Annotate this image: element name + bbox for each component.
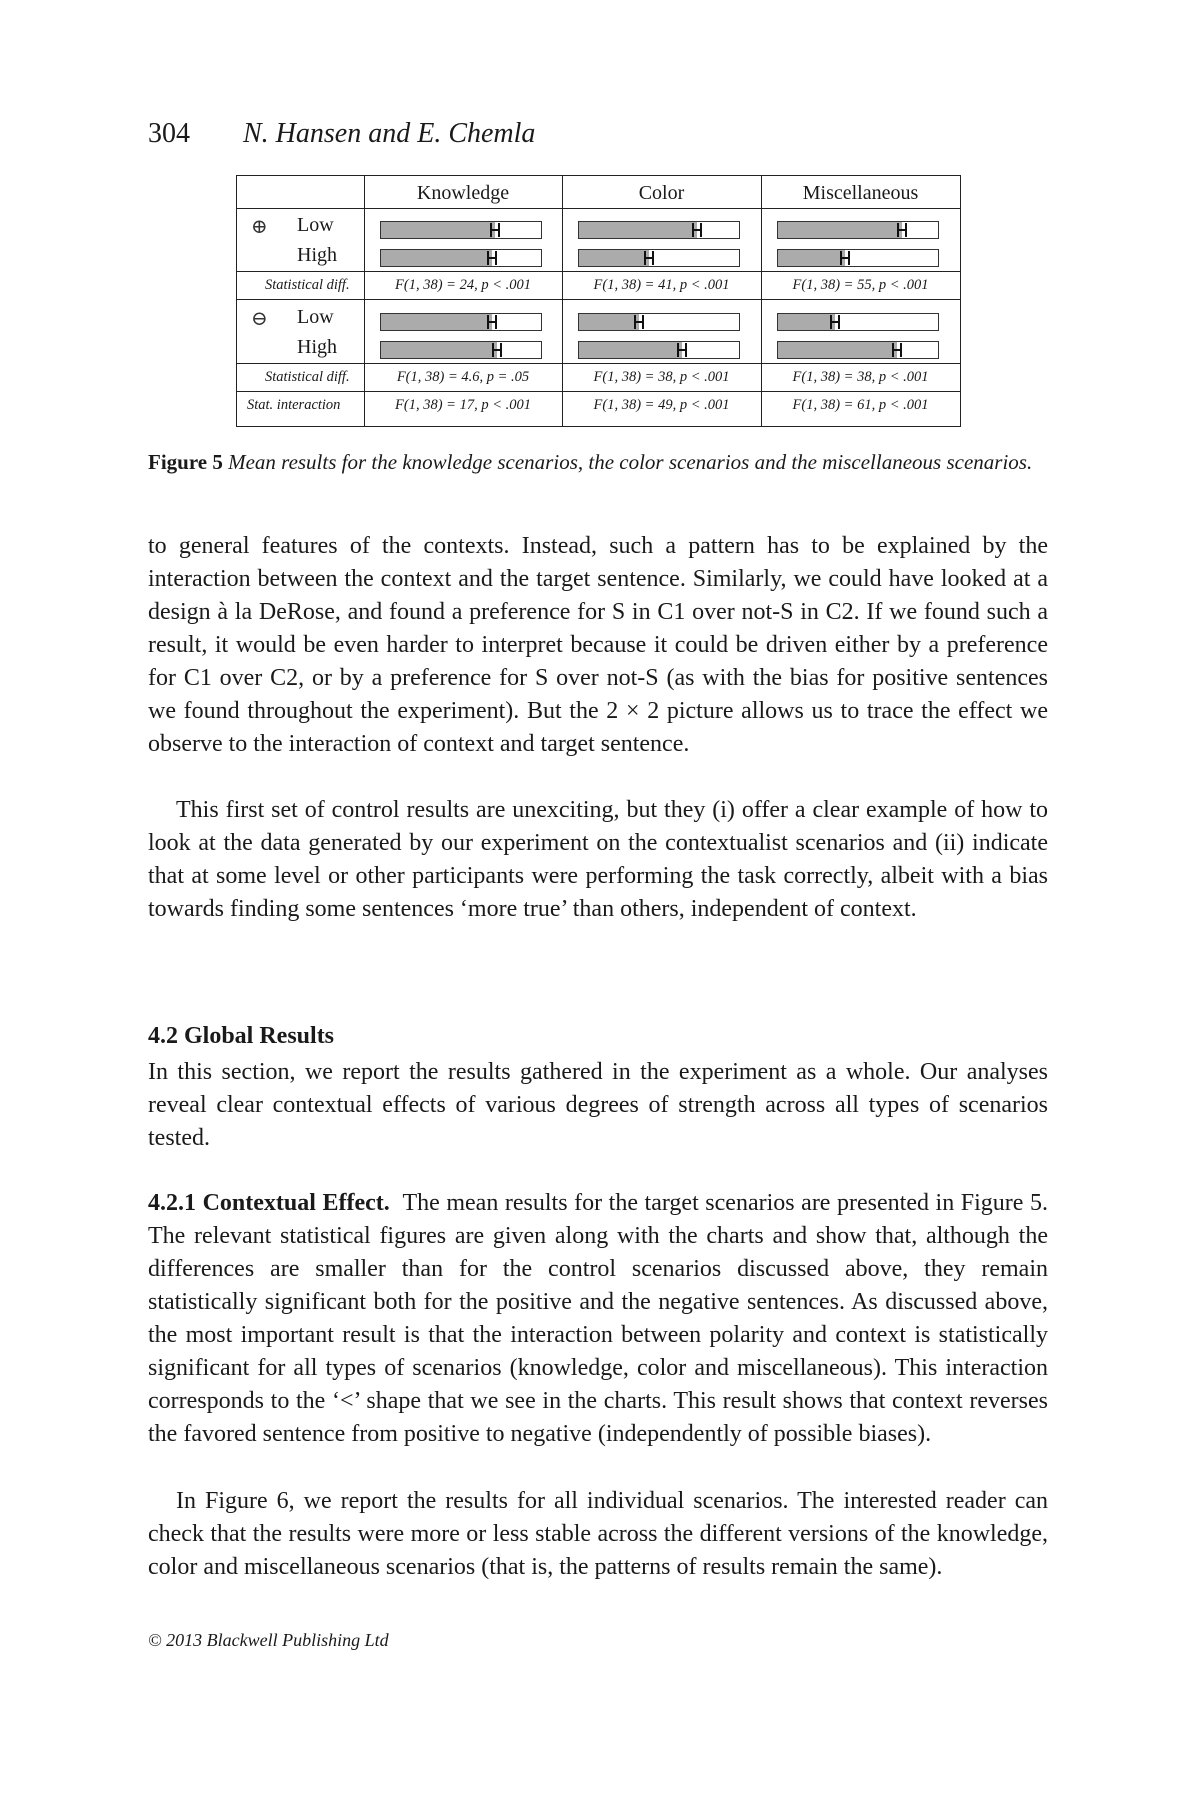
column-divider (761, 176, 762, 426)
bar-negative-low-color (578, 313, 740, 331)
bar-positive-high-color (578, 249, 740, 267)
row-label-stat-interaction: Stat. interaction (247, 397, 341, 413)
figure-caption (148, 450, 1068, 475)
row-label-low: Low (297, 214, 334, 236)
subsection-heading: 4.2.1 Contextual Effect. (148, 1190, 390, 1216)
positive-polarity-icon: ⊕ (251, 216, 268, 238)
error-bar (840, 251, 850, 265)
negative-stat-knowledge: F(1, 38) = 4.6, p = .05 (396, 369, 530, 385)
row-label-stat-diff: Statistical diff. (265, 369, 350, 385)
error-bar (634, 315, 644, 329)
interaction-stat-miscellaneous: F(1, 38) = 61, p < .001 (792, 397, 929, 413)
row-divider (237, 363, 960, 364)
error-bar (644, 251, 654, 265)
column-divider (562, 176, 563, 426)
row-label-high: High (297, 336, 337, 358)
bar-negative-low-miscellaneous (777, 313, 939, 331)
bar-fill (381, 222, 495, 238)
subsection-text: The mean results for the target scenarios are presented in Figure 5. The relevant statistical figures are given along with the charts and show that, although the differences are smaller than for the control scenarios discussed above, they remain statistically significant both for the positive and the negative sentences. As discussed above, the most important result is that the interaction between polarity and context is statistically significant for all types of scenarios (knowledge, color and miscellaneous). This interaction corresponds to the ‘<’ shape that we see in the charts. This result shows that context reverses the favored sentence from positive to negative (independently of possible biases). (148, 1190, 1049, 1447)
body-paragraph: In this section, we report the results gathered in the experiment as a whole. Our analyses reveal clear contextual effects of various degrees of strength across all types of scenarios tested. (148, 1059, 1048, 1151)
bar-fill (778, 314, 835, 330)
body-paragraph: to general features of the contexts. Instead, such a pattern has to be explained by the interaction between the context and the target sentence. Similarly, we could have looked at a design à la DeRose, and found a preference for S in C1 over not-S in C2. If we found such a result, it would be even harder to interpret because it could be driven either by a preference for C1 over C2, or by a preference for S over not-S (as with the bias for positive sentences we found throughout the experiment). But the 2 × 2 picture allows us to trace the effect we observe to the interaction of context and target sentence. (148, 533, 1048, 757)
row-divider (237, 391, 960, 392)
interaction-stat-knowledge: F(1, 38) = 17, p < .001 (395, 397, 531, 413)
error-bar (487, 315, 497, 329)
positive-stat-miscellaneous: F(1, 38) = 55, p < .001 (792, 277, 929, 293)
bar-positive-low-knowledge (380, 221, 542, 239)
figure-caption-text: Mean results for the knowledge scenarios, the color scenarios and the miscellaneous scenarios. (228, 450, 1033, 474)
running-head-authors: N. Hansen and E. Chemla (243, 118, 536, 149)
error-bar (677, 343, 687, 357)
negative-stat-color: F(1, 38) = 38, p < .001 (593, 369, 730, 385)
running-header (148, 118, 535, 150)
interaction-stat-color: F(1, 38) = 49, p < .001 (593, 397, 730, 413)
bar-negative-high-miscellaneous (777, 341, 939, 359)
error-bar (692, 223, 702, 237)
bar-fill (381, 342, 497, 358)
body-paragraph: This first set of control results are unexciting, but they (i) offer a clear example of how to look at the data generated by our experiment on the contextualist scenarios and (ii) indicate that at some level or other participants were performing the task correctly, albeit with a bias towards finding some sentences ‘more true’ than others, independent of context. (148, 797, 1048, 922)
column-header-miscellaneous: Miscellaneous (802, 182, 919, 204)
bar-fill (778, 250, 845, 266)
negative-polarity-icon: ⊖ (251, 308, 268, 330)
error-bar (490, 223, 500, 237)
copyright-footer: © 2013 Blackwell Publishing Ltd (148, 1630, 389, 1650)
bar-negative-high-knowledge (380, 341, 542, 359)
row-label-high: High (297, 244, 337, 266)
error-bar (487, 251, 497, 265)
bar-fill (579, 222, 697, 238)
bar-positive-low-miscellaneous (777, 221, 939, 239)
column-header-knowledge: Knowledge (416, 182, 510, 204)
row-label-low: Low (297, 306, 334, 328)
bar-fill (579, 342, 682, 358)
bar-fill (778, 222, 902, 238)
row-divider (237, 208, 960, 209)
body-paragraph: In Figure 6, we report the results for all individual scenarios. The interested reader can check that the results were more or less stable across the different versions of the knowledge, color and miscellaneous scenarios (that is, the patterns of results remain the same). (148, 1488, 1048, 1580)
bar-fill (381, 250, 492, 266)
figure-5-table (236, 175, 961, 427)
section-heading: 4.2 Global Results (148, 1023, 335, 1049)
negative-stat-miscellaneous: F(1, 38) = 38, p < .001 (792, 369, 929, 385)
bar-fill (579, 314, 639, 330)
column-header-color: Color (638, 182, 685, 204)
bar-fill (778, 342, 897, 358)
bar-negative-high-color (578, 341, 740, 359)
bar-negative-low-knowledge (380, 313, 542, 331)
row-divider (237, 299, 960, 300)
error-bar (892, 343, 902, 357)
bar-positive-low-color (578, 221, 740, 239)
positive-stat-color: F(1, 38) = 41, p < .001 (593, 277, 730, 293)
error-bar (897, 223, 907, 237)
bar-positive-high-miscellaneous (777, 249, 939, 267)
row-label-stat-diff: Statistical diff. (265, 277, 350, 293)
error-bar (492, 343, 502, 357)
page-number: 304 (148, 118, 190, 149)
row-divider (237, 271, 960, 272)
body-paragraph (148, 1187, 1048, 1451)
figure-label: Figure 5 (148, 450, 223, 474)
error-bar (830, 315, 840, 329)
bar-positive-high-knowledge (380, 249, 542, 267)
column-divider (364, 176, 365, 426)
positive-stat-knowledge: F(1, 38) = 24, p < .001 (395, 277, 531, 293)
bar-fill (579, 250, 649, 266)
bar-fill (381, 314, 492, 330)
